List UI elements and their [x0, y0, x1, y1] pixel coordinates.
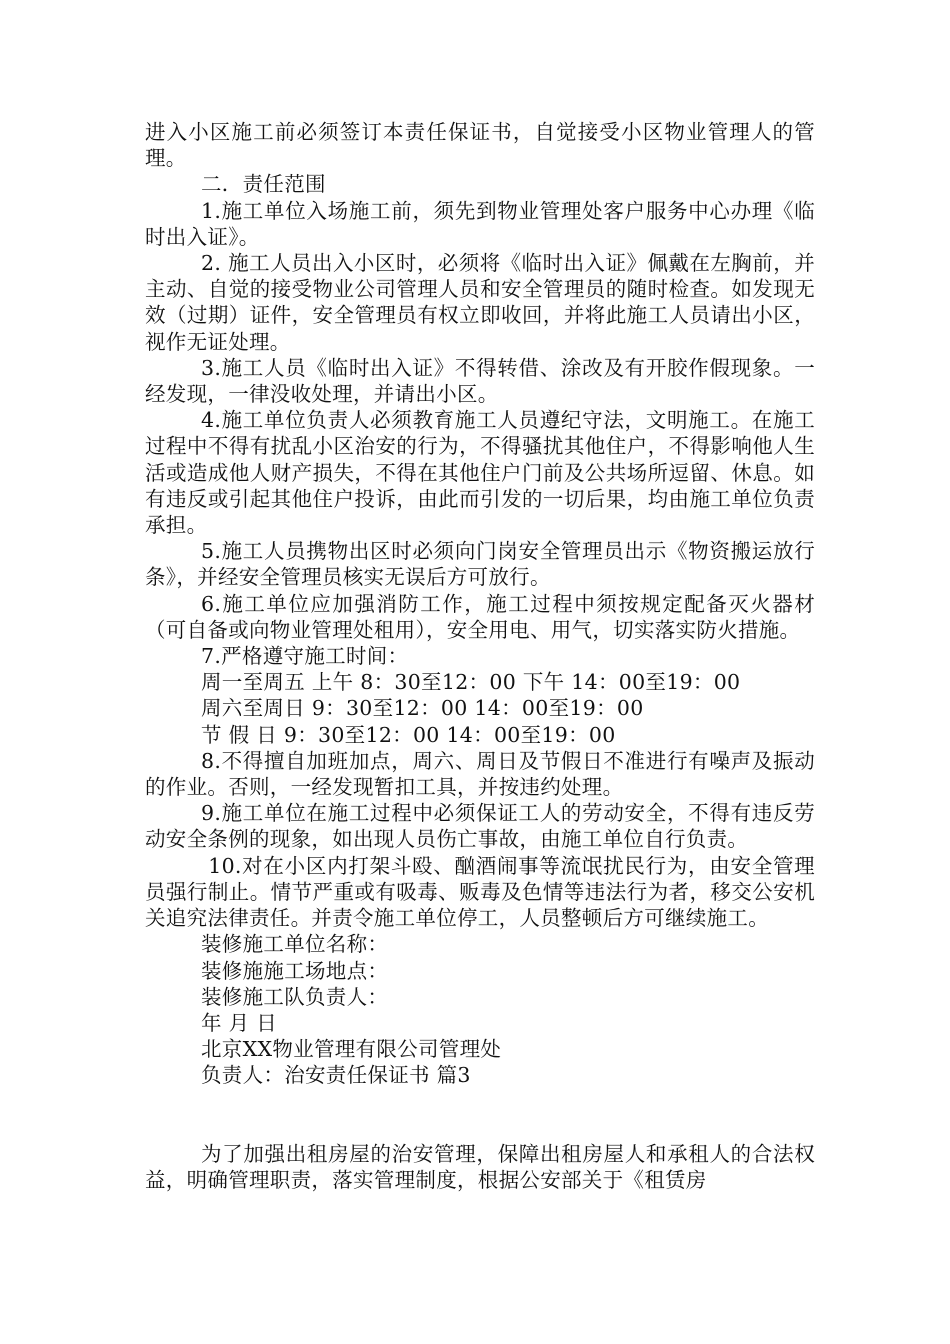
section-gap	[145, 1089, 815, 1141]
clause-4: 4.施工单位负责人必须教育施工人员遵纪守法，文明施工。在施工过程中不得有扰乱小区治安的行为，不得骚扰其他住户，不得影响他人生活或造成他人财产损失，不得在其他住户门前及公共场所逗留、休息。如有违反或引起其他住户投诉，由此而引发的一切后果，均由施工单位负责承担。	[145, 408, 815, 538]
document-page	[145, 119, 815, 1193]
signature-responsible: 负责人：治安责任保证书 篇3	[201, 1063, 471, 1088]
next-document-paragraph: 为了加强出租房屋的治安管理，保障出租房屋人和承租人的合法权益，明确管理职责，落实管理制度，根据公安部关于《租赁房	[145, 1141, 815, 1192]
intro-paragraph: 进入小区施工前必须签订本责任保证书，自觉接受小区物业管理人的管理。	[145, 120, 815, 171]
signature-company: 北京XX物业管理有限公司管理处	[201, 1037, 502, 1062]
signature-team-lead: 装修施工队负责人：	[201, 984, 389, 1009]
schedule-weekday: 周一至周五 上午 8：30至12：00 下午 14：00至19：00	[201, 670, 741, 695]
signature-date: 年 月 日	[201, 1010, 278, 1035]
clause-10: 10.对在小区内打架斗殴、酗酒闹事等流氓扰民行为，由安全管理员强行制止。情节严重或有吸毒、贩毒及色情等违法行为者，移交公安机关追究法律责任。并责令施工单位停工，人员整顿后方可继续施工。	[145, 853, 815, 931]
schedule-weekend: 周六至周日 9：30至12：00 14：00至19：00	[201, 696, 644, 721]
clause-5: 5.施工人员携物出区时必须向门岗安全管理员出示《物资搬运放行条》，并经安全管理员核实无误后方可放行。	[145, 539, 815, 590]
signature-site: 装修施施工场地点：	[201, 958, 389, 983]
clause-6: 6.施工单位应加强消防工作，施工过程中须按规定配备灭火器材（可自备或向物业管理处租用），安全用电、用气，切实落实防火措施。	[145, 591, 815, 642]
clause-3: 3.施工人员《临时出入证》不得转借、涂改及有开胶作假现象。一经发现，一律没收处理，并请出小区。	[145, 355, 815, 407]
clause-7-title: 7.严格遵守施工时间：	[201, 644, 409, 669]
clause-8: 8.不得擅自加班加点，周六、周日及节假日不准进行有噪声及振动的作业。否则，一经发现暂扣工具，并按违约处理。	[145, 748, 815, 800]
clause-2: 2. 施工人员出入小区时，必须将《临时出入证》佩戴在左胸前，并主动、自觉的接受物业公司管理人员和安全管理员的随时检查。如发现无效（过期）证件，安全管理员有权立即收回，并将此施工人员请出小区，视作无证处理。	[145, 251, 815, 354]
schedule-holiday: 节 假 日 9：30至12：00 14：00至19：00	[201, 722, 616, 747]
section-title: 二．责任范围	[201, 172, 326, 197]
signature-unit-name: 装修施工单位名称：	[201, 932, 389, 957]
clause-1: 1.施工单位入场施工前，须先到物业管理处客户服务中心办理《临时出入证》。	[145, 198, 815, 249]
clause-9: 9.施工单位在施工过程中必须保证工人的劳动安全，不得有违反劳动安全条例的现象，如出现人员伤亡事故，由施工单位自行负责。	[145, 801, 815, 852]
